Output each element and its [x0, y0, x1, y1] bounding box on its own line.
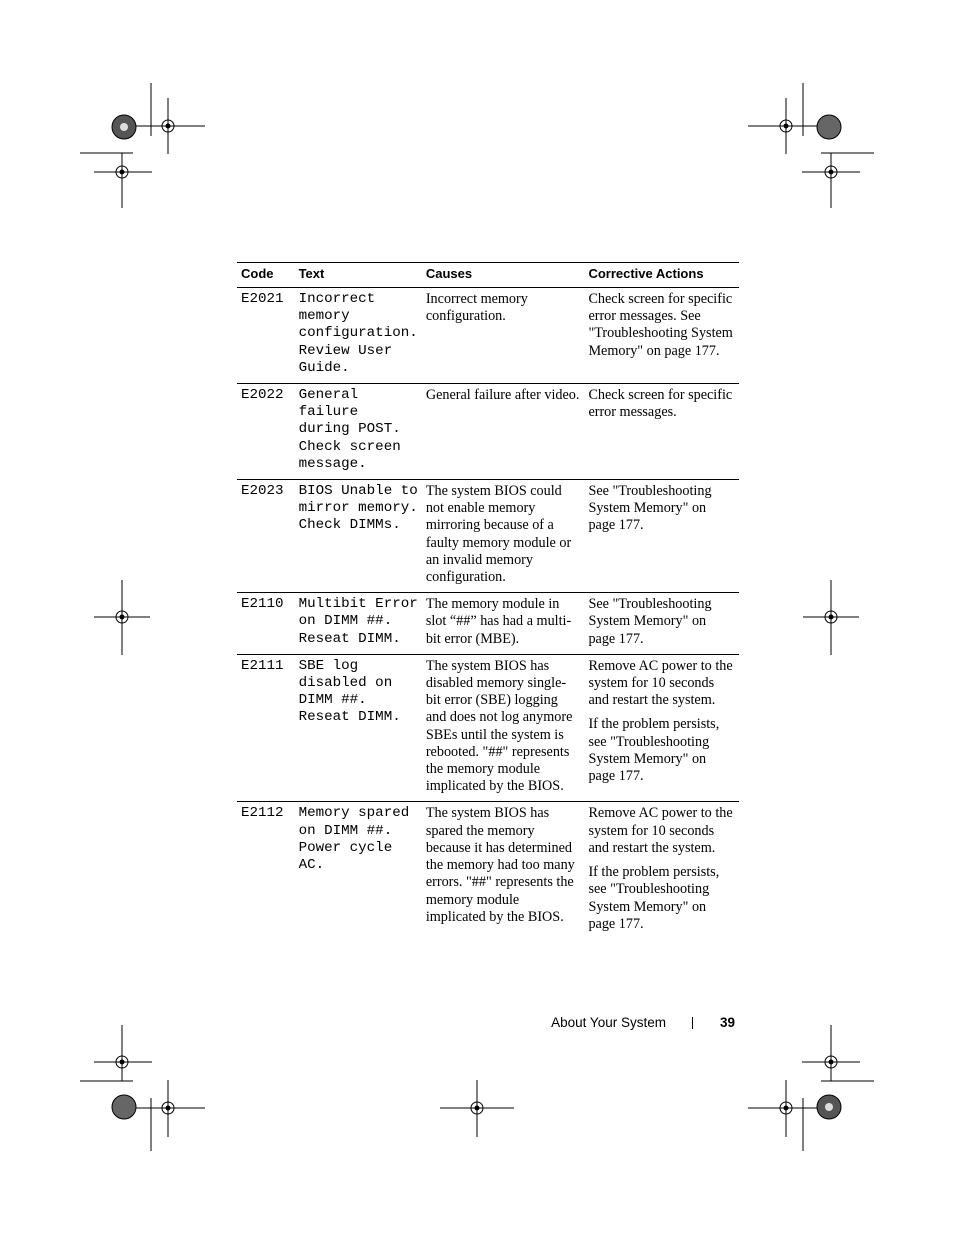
error-code: E2022: [237, 384, 295, 480]
error-code: E2021: [237, 288, 295, 384]
error-codes-table: [237, 262, 739, 939]
error-causes: The system BIOS has disabled memory single-bit error (SBE) logging and does not log anymore SBEs until the system is rebooted. "##" represents the memory module implicated by the BIOS.: [422, 654, 585, 802]
action-paragraph: Remove AC power to the system for 10 seconds and restart the system.: [588, 657, 733, 709]
table-row: [237, 288, 739, 384]
action-paragraph: If the problem persists, see "Troubleshooting System Memory" on page 177.: [588, 716, 720, 785]
error-text: Incorrect memory configuration. Review User Guide.: [295, 288, 422, 384]
error-text: Memory spared on DIMM ##. Power cycle AC.: [298, 805, 410, 874]
action-paragraph: See "Troubleshooting System Memory" on page 177.: [588, 483, 712, 534]
action-paragraph: Check screen for specific error messages.: [588, 387, 733, 421]
page-footer: [551, 1015, 735, 1030]
error-actions: [584, 593, 739, 655]
action-paragraph: If the problem persists, see "Troubleshooting System Memory" on page 177.: [588, 864, 720, 932]
error-code: E2023: [237, 480, 295, 593]
action-paragraph: See "Troubleshooting System Memory" on page 177.: [588, 596, 712, 647]
error-causes: The memory module in slot “##” has had a multi-bit error (MBE).: [422, 593, 585, 655]
footer-divider: [692, 1017, 693, 1029]
error-text: General failure during POST. Check screen message.: [295, 384, 422, 480]
table-row: [237, 384, 739, 480]
error-causes: The system BIOS could not enable memory mirroring because of a faulty memory module or an invalid memory configuration.: [422, 480, 585, 593]
action-paragraph: Check screen for specific error messages. See "Troubleshooting System Memory" on page 177.: [588, 291, 733, 359]
table-row: [237, 593, 739, 655]
error-text: SBE log disabled on DIMM ##. Reseat DIMM.: [295, 654, 422, 802]
error-actions: [584, 802, 739, 939]
error-causes: Incorrect memory configuration.: [422, 288, 585, 384]
error-causes: The system BIOS has spared the memory because it has determined the memory had too many errors. "##" represents the memory module implicated by the BIOS.: [425, 805, 575, 925]
header-corrective-actions: Corrective Actions: [584, 263, 739, 288]
error-actions: [584, 384, 739, 480]
error-text: Multibit Error on DIMM ##. Reseat DIMM.: [295, 593, 422, 655]
error-causes: General failure after video.: [422, 384, 585, 480]
header-text: Text: [295, 263, 422, 288]
error-code: E2110: [237, 593, 295, 655]
page-number: 39: [719, 1015, 735, 1030]
table-row: [237, 654, 739, 802]
header-causes: Causes: [422, 263, 585, 288]
error-actions: [584, 288, 739, 384]
table-row: [237, 802, 739, 939]
table-header-row: [237, 263, 739, 288]
error-code: E2112: [241, 805, 284, 822]
error-actions: [584, 480, 739, 593]
error-actions: [584, 654, 739, 802]
action-paragraph: Remove AC power to the system for 10 seconds and restart the system.: [588, 805, 733, 856]
error-text: BIOS Unable to mirror memory. Check DIMMs.: [295, 480, 422, 593]
error-code: E2111: [237, 654, 295, 802]
header-code: Code: [237, 263, 295, 288]
footer-section-title: About Your System: [551, 1015, 666, 1030]
table-row: [237, 480, 739, 593]
